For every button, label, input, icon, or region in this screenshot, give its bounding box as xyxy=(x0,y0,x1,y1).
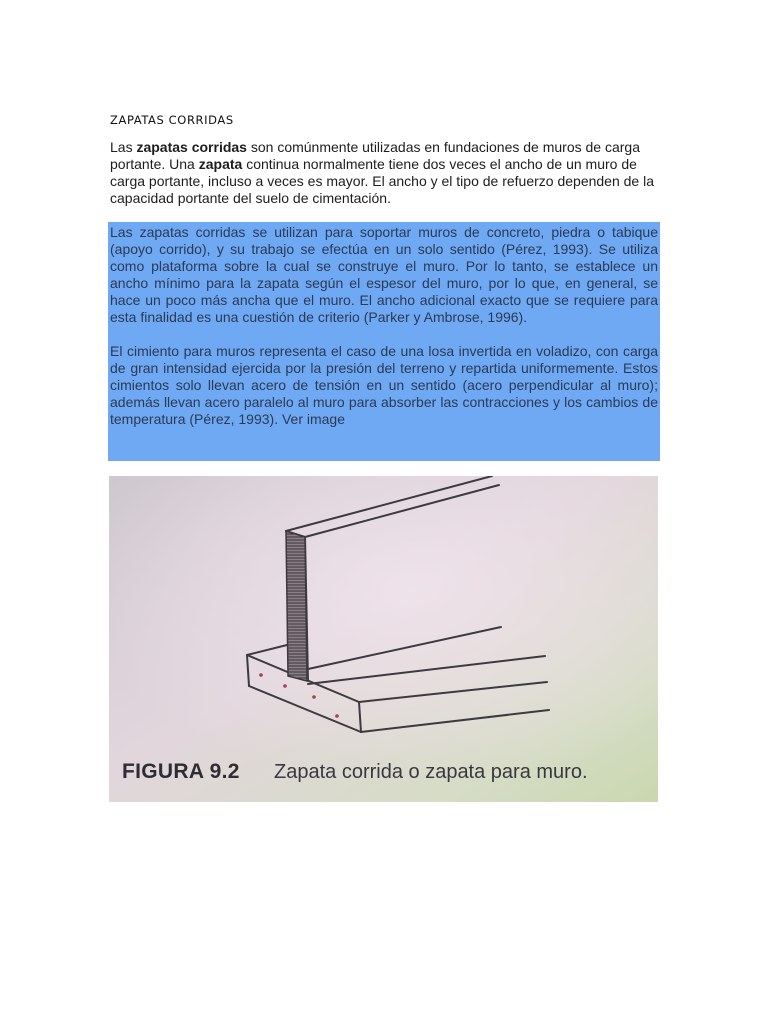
intro-bold-zapata: zapata xyxy=(198,156,243,172)
highlighted-paragraph-1: Las zapatas corridas se utilizan para soportar muros de concreto, piedra o tabique (apoyo corrido), y su trabajo se efectúa en un solo sentido (Pérez, 1993). Se utiliza como plataforma sobre la cual se construye el muro. Por lo tanto, se establece un ancho mínimo para la zapata según el espesor del muro, por lo que, en general, se hace un poco más ancha que el muro. El ancho adicional exacto que se requiere para esta finalidad es una cuestión de criterio (Parker y Ambrose, 1996). xyxy=(110,224,658,325)
section-heading: ZAPATAS CORRIDAS xyxy=(110,113,234,127)
figure-photo xyxy=(109,476,658,802)
highlighted-paragraph-2: El cimiento para muros representa el caso de una losa invertida en voladizo, con carga de gran intensidad ejercida por la presión del terreno y repartida uniformemente. Estos cimientos solo llevan acero de tensión en un sentido (acero perpendicular al muro); además llevan acero paralelo al muro para absorber las contracciones y los cambios de temperatura (Pérez, 1993). Ver image xyxy=(110,343,658,427)
intro-text-1: Las xyxy=(110,139,137,155)
highlighted-text-block xyxy=(110,224,658,428)
figure-label: FIGURA 9.2 xyxy=(122,760,240,783)
figure-caption: Zapata corrida o zapata para muro. xyxy=(274,761,588,783)
intro-paragraph xyxy=(110,139,658,207)
intro-text-2: son comúnmente utilizadas en fundaciones de muros de carga portante. Una xyxy=(110,139,640,172)
intro-text-3: continua normalmente tiene dos veces el ancho de un muro de carga portante, incluso a veces es mayor. El ancho y el tipo de refuerzo dependen de la capacidad portante del suelo de cimentación. xyxy=(110,156,655,206)
intro-bold-zapatas-corridas: zapatas corridas xyxy=(136,139,247,155)
wall-footing-illustration xyxy=(109,476,658,802)
wall-section-hatch xyxy=(286,531,307,681)
